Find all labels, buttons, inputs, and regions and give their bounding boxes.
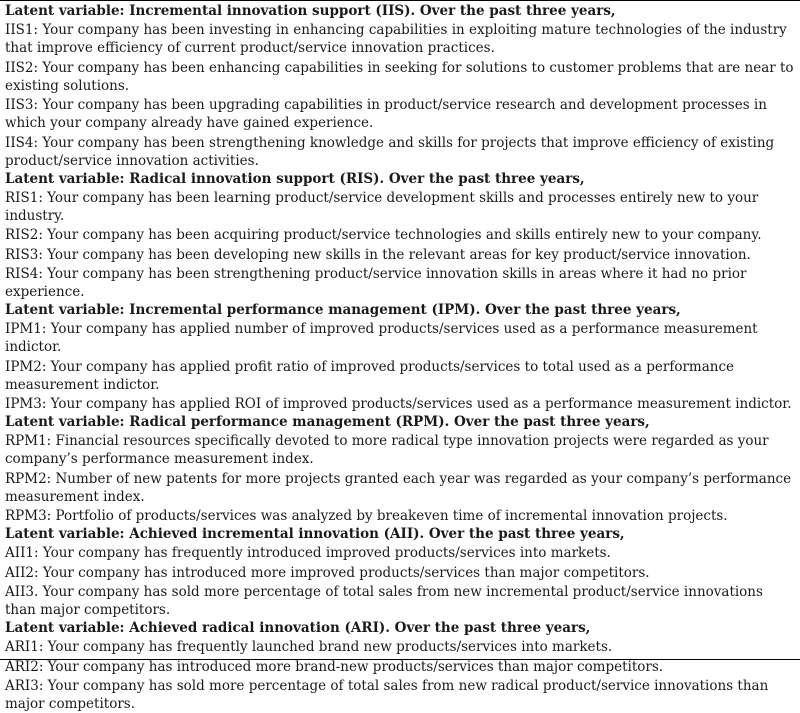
item-iis2: IIS2: Your company has been enhancing capabilities in seeking for solutions to customer problems that are near to existing solutions. bbox=[5, 59, 794, 94]
section-heading: Latent variable: Incremental performance management (IPM). Over the past three years, bbox=[5, 302, 681, 318]
item-ipm2: IPM2: Your company has applied profit ratio of improved products/services to total used as a performance measurement indictor. bbox=[5, 358, 735, 393]
item-ari1: ARI1: Your company has frequently launched brand new products/services into markets. bbox=[5, 639, 613, 655]
section-iis bbox=[5, 2, 795, 170]
section-ris bbox=[5, 170, 795, 302]
section-ipm bbox=[5, 301, 795, 413]
item-ris3: RIS3: Your company has been developing new skills in the relevant areas for key product/service innovation. bbox=[5, 246, 751, 263]
section-heading: Latent variable: Incremental innovation support (IIS). Over the past three years, bbox=[5, 3, 616, 19]
section-aii bbox=[5, 525, 795, 619]
item-rpm1: RPM1: Financial resources specifically devoted to more radical type innovation projects were regarded as your company’s performance measurement index. bbox=[5, 433, 769, 467]
item-ari3: ARI3: Your company has sold more percentage of total sales from new radical product/service innovations than major competitors. bbox=[5, 678, 769, 712]
item-ris1: RIS1: Your company has been learning product/service development skills and processes entirely new to your industry. bbox=[5, 189, 759, 224]
item-aii2: AII2: Your company has introduced more improved products/services than major competitors. bbox=[5, 564, 650, 581]
item-ris4: RIS4: Your company has been strengthening product/service innovation skills in areas where it had no prior experience. bbox=[5, 266, 747, 300]
section-ari bbox=[5, 619, 795, 713]
item-ari2: ARI2: Your company has introduced more brand-new products/services than major competitors. bbox=[5, 658, 664, 675]
item-iis4: IIS4: Your company has been strengthening knowledge and skills for projects that improve efficiency of existing product/service innovation activities. bbox=[5, 134, 775, 169]
section-heading: Latent variable: Radical performance management (RPM). Over the past three years, bbox=[5, 414, 650, 430]
item-aii3: AII3. Your company has sold more percentage of total sales from new incremental product/service innovations than major competitors. bbox=[5, 584, 763, 618]
item-iis1: IIS1: Your company has been investing in enhancing capabilities in exploiting mature technologies of the industry that improve efficiency of current product/service innovation practices. bbox=[5, 22, 787, 56]
item-ris2: RIS2: Your company has been acquiring product/service technologies and skills entirely new to your company. bbox=[5, 227, 762, 243]
section-heading: Latent variable: Achieved radical innovation (ARI). Over the past three years, bbox=[5, 620, 591, 636]
item-rpm2: RPM2: Number of new patents for more projects granted each year was regarded as your company’s performance measurement index. bbox=[5, 470, 792, 505]
section-heading: Latent variable: Achieved incremental innovation (AII). Over the past three years, bbox=[5, 526, 625, 542]
section-rpm bbox=[5, 413, 795, 525]
section-heading: Latent variable: Radical innovation support (RIS). Over the past three years, bbox=[5, 170, 585, 187]
item-ipm3: IPM3: Your company has applied ROI of improved products/services used as a performance measurement indictor. bbox=[5, 396, 792, 412]
item-iis3: IIS3: Your company has been upgrading capabilities in product/service research and development processes in which your company already have gained experience. bbox=[5, 97, 767, 131]
item-aii1: AII1: Your company has frequently introduced improved products/services into markets. bbox=[5, 545, 611, 561]
item-rpm3: RPM3: Portfolio of products/services was analyzed by breakeven time of incremental innovation projects. bbox=[5, 508, 728, 524]
item-ipm1: IPM1: Your company has applied number of improved products/services used as a performance measurement indictor. bbox=[5, 321, 758, 355]
